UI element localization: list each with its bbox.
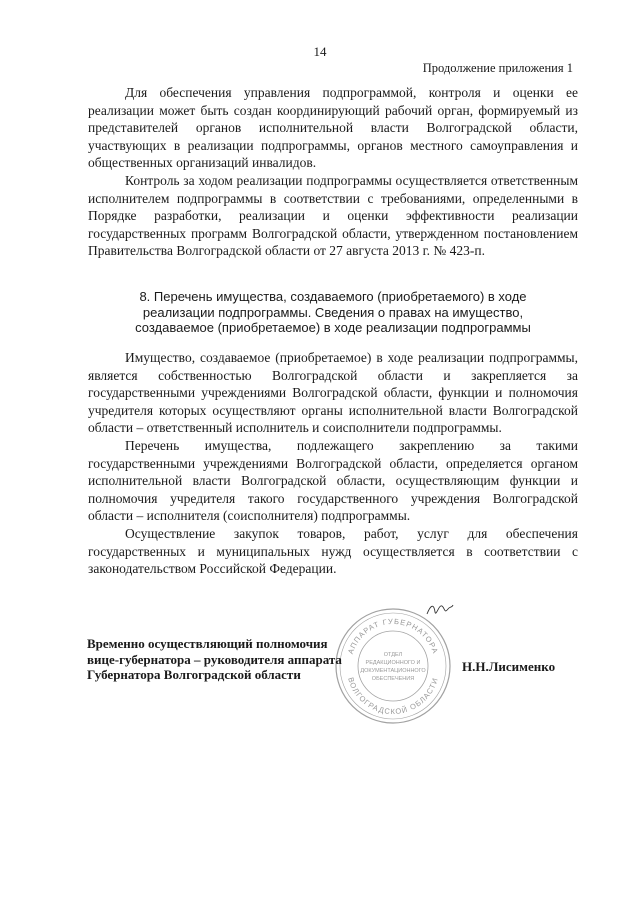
signer-name: Н.Н.Лисименко [462,659,556,674]
official-stamp [333,606,453,726]
stamp-inner-line: ОТДЕЛ [383,652,403,658]
signature-title [87,636,342,683]
body-text-top [88,84,578,260]
paragraph-control: Контроль за ходом реализации подпрограммы осуществляется ответственным исполнителем подпрограммы в соответствии с требованиями, определенными в Порядке разработки, реализации и оценки эффективности реализации государственных программ Волгоградской области, утвержденном постановлением Правительства Волгоградской области от 27 августа 2013 г. № 423-п. [88,172,578,259]
svg-text:АППАРАТ ГУБЕРНАТОРА [346,617,440,655]
stamp-inner-line: ДОКУМЕНТАЦИОННОГО [360,668,426,674]
paragraph-coordinating-body: Для обеспечения управления подпрограммой, контроля и оценки ее реализации может быть создан координирующий рабочий орган, формируемый из представителей органов исполнительной власти Волгоградской области, участвующих в реализации подпрограммы, органов местного самоуправления и общественных организаций инвалидов. [88,85,578,171]
section-heading [110,289,556,336]
handwritten-signature [425,600,455,618]
section-heading-line: реализации подпрограммы. Сведения о правах на имущество, [142,304,524,320]
stamp-inner-line: ОБЕСПЕЧЕНИЯ [371,676,415,682]
signature-title-line: Временно осуществляющий полномочия [87,636,328,651]
page-number: 14 [313,44,327,59]
section-heading-line: 8. Перечень имущества, создаваемого (приобретаемого) в ходе [139,289,527,304]
signature-title-line: Губернатора Волгоградской области [87,667,301,682]
svg-text:ВОЛГОГРАДСКОЙ ОБЛАСТИ [346,676,440,716]
stamp-inner-line: РЕДАКЦИОННОГО И [365,660,421,666]
paragraph-procurement: Осуществление закупок товаров, работ, услуг для обеспечения государственных и муниципальных нужд осуществляется в соответствии с законодательством Российской Федерации. [88,525,578,577]
stamp-outer-top-text: АППАРАТ ГУБЕРНАТОРА [345,616,441,656]
continuation-label: Продолжение приложения 1 [422,61,573,75]
section-heading-line: создаваемое (приобретаемое) в ходе реализации подпрограммы [135,320,531,335]
paragraph-property: Имущество, создаваемое (приобретаемое) в ходе реализации подпрограммы, является собственностью Волгоградской области и закрепляется за государственными учреждениями Волгоградской области, функции и полномочия учредителя которых осуществляют органы исполнительной власти Волгоградской области – ответственный исполнитель и соисполнители подпрограммы. [88,350,578,436]
stamp-outer-bottom-text: ВОЛГОГРАДСКОЙ ОБЛАСТИ [346,676,440,717]
paragraph-property-list: Перечень имущества, подлежащего закреплению за такими государственными учреждениями Волгоградской области, определяется органом исполнительной власти Волгоградской области, осуществляющим функции и полномочия учредителя такого государственного учреждения Волгоградской области – исполнителя (соисполнителя) подпрограммы. [88,437,578,524]
body-text-bottom [88,349,578,578]
signature-title-line: вице-губернатора – руководителя аппарата [87,651,342,667]
